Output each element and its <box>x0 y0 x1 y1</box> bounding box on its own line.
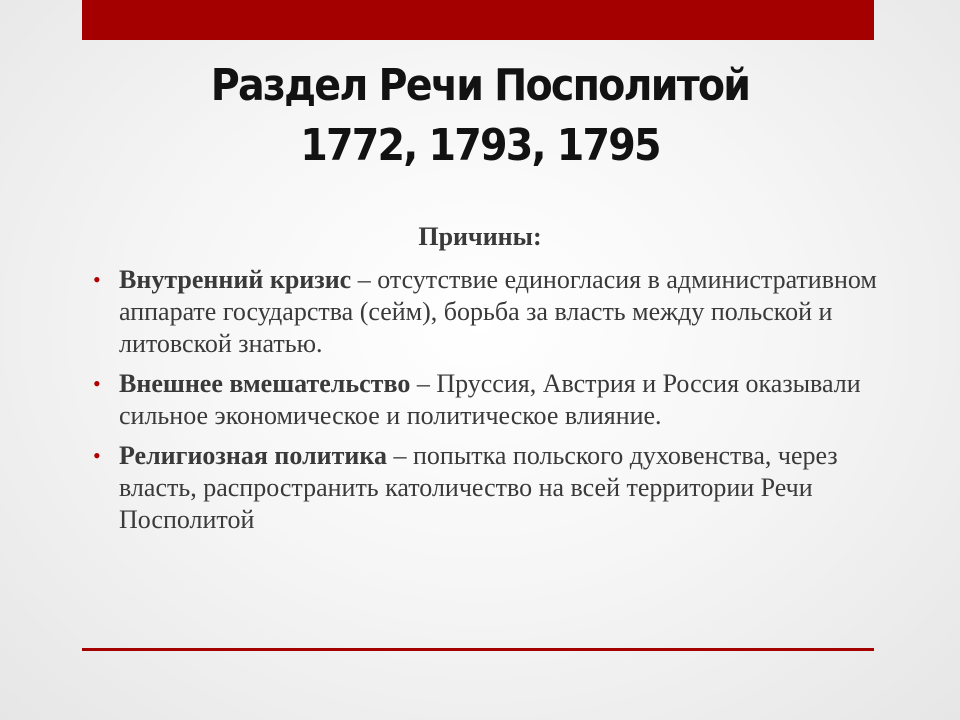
reason-item-external-interference <box>93 368 883 432</box>
bottom-divider <box>82 648 874 651</box>
reason-item-religious-policy <box>93 440 883 536</box>
reason-term: Внешнее вмешательство <box>119 369 411 398</box>
bullet-icon: • <box>93 371 101 396</box>
reasons-heading: Причины: <box>418 222 542 251</box>
bullet-icon: • <box>93 267 101 292</box>
top-accent-bar <box>82 0 874 40</box>
reason-item-internal-crisis <box>93 264 883 360</box>
slide-title-line-2: 1772, 1793, 1795 <box>300 120 660 171</box>
slide-title-line-1: Раздел Речи Посполитой <box>210 60 750 111</box>
reason-text: – Пруссия, Австрия и Россия оказывали сильное экономическое и политическое влияние. <box>119 369 861 430</box>
slide-title <box>48 56 912 176</box>
reasons-list <box>93 264 883 544</box>
reason-text: – отсутствие единогласия в административном аппарате государства (сейм), борьба за власть между польской и литовской знатью. <box>119 265 877 358</box>
reason-text: – попытка польского духовенства, через власть, распространить католичество на всей территории Речи Посполитой <box>119 441 838 534</box>
reason-term: Внутренний кризис <box>119 265 352 294</box>
bullet-icon: • <box>93 443 101 468</box>
reason-term: Религиозная политика <box>119 441 387 470</box>
